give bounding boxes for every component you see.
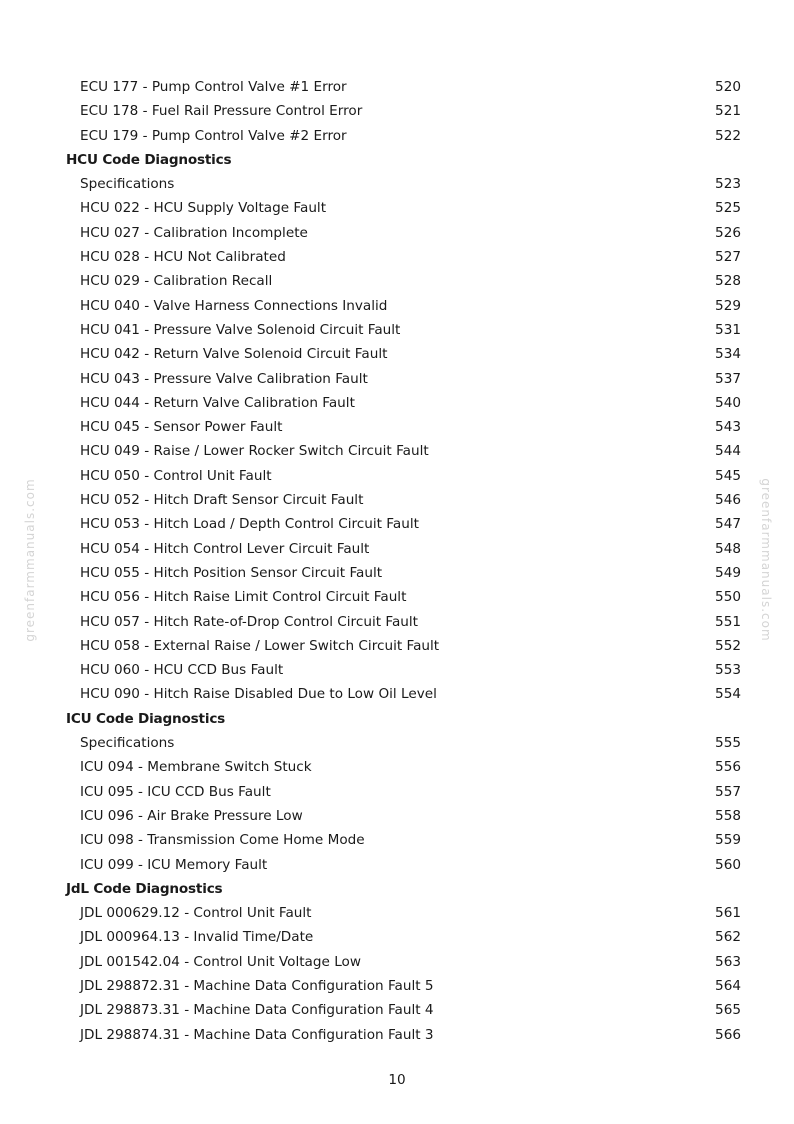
entry-page-number: 556: [715, 759, 741, 776]
toc-entry[interactable]: [0, 950, 794, 974]
entry-page-number: 558: [715, 807, 741, 824]
entry-title: HCU 049 - Raise / Lower Rocker Switch Circuit Fault: [80, 443, 429, 460]
toc-entry[interactable]: [0, 415, 794, 439]
entry-title: Specifications: [80, 735, 175, 752]
entry-page-number: 520: [715, 79, 741, 95]
toc-entry[interactable]: [0, 439, 794, 463]
toc-entry[interactable]: [0, 75, 794, 99]
toc-entry[interactable]: [0, 318, 794, 342]
toc-entry[interactable]: [0, 537, 794, 561]
toc-entry[interactable]: [0, 658, 794, 682]
toc-entry[interactable]: [0, 488, 794, 512]
toc-entry[interactable]: [0, 512, 794, 536]
entry-page-number: 548: [715, 540, 741, 557]
entry-title: HCU 056 - Hitch Raise Limit Control Circuit Fault: [80, 589, 407, 606]
entry-page-number: 565: [715, 1002, 741, 1019]
page-number: 10: [388, 1072, 406, 1088]
entry-title: JDL 298874.31 - Machine Data Configuration Fault 3: [80, 1026, 434, 1043]
entry-page-number: 559: [715, 832, 741, 849]
toc-entry[interactable]: [0, 901, 794, 925]
entry-page-number: 552: [715, 637, 741, 654]
entry-page-number: 521: [715, 103, 741, 120]
entry-page-number: 566: [715, 1026, 741, 1043]
entry-title: HCU 040 - Valve Harness Connections Invalid: [80, 297, 388, 314]
toc-entry[interactable]: [0, 1023, 794, 1047]
entry-page-number: 523: [715, 176, 741, 193]
toc-entry[interactable]: [0, 610, 794, 634]
toc-entry[interactable]: [0, 99, 794, 123]
entry-page-number: 543: [715, 419, 741, 436]
toc-entry[interactable]: [0, 561, 794, 585]
section-title: HCU Code Diagnostics: [66, 151, 232, 168]
entry-title: ECU 178 - Fuel Rail Pressure Control Error: [80, 103, 363, 120]
toc-section-heading: [0, 148, 794, 172]
toc-entry[interactable]: [0, 974, 794, 998]
toc-entry[interactable]: [0, 804, 794, 828]
entry-title: HCU 053 - Hitch Load / Depth Control Circuit Fault: [80, 516, 419, 533]
entry-title: HCU 028 - HCU Not Calibrated: [80, 249, 286, 266]
toc-entry[interactable]: [0, 196, 794, 220]
entry-page-number: 561: [715, 905, 741, 922]
toc-entry[interactable]: [0, 245, 794, 269]
entry-page-number: 534: [715, 346, 741, 363]
table-of-contents: [0, 75, 794, 1047]
watermark-left: greenfarmmanuals.com: [23, 478, 37, 642]
entry-title: ICU 096 - Air Brake Pressure Low: [80, 807, 303, 824]
toc-entry[interactable]: [0, 294, 794, 318]
toc-entry[interactable]: [0, 221, 794, 245]
toc-entry[interactable]: [0, 124, 794, 148]
entry-page-number: 540: [715, 394, 741, 411]
entry-title: JDL 298873.31 - Machine Data Configuration Fault 4: [80, 1002, 434, 1019]
entry-page-number: 551: [715, 613, 741, 630]
toc-entry[interactable]: [0, 853, 794, 877]
entry-page-number: 531: [715, 321, 741, 338]
entry-title: HCU 042 - Return Valve Solenoid Circuit Fault: [80, 346, 388, 363]
entry-page-number: 546: [715, 492, 741, 509]
entry-title: HCU 043 - Pressure Valve Calibration Fault: [80, 370, 368, 387]
toc-entry[interactable]: [0, 391, 794, 415]
entry-title: HCU 052 - Hitch Draft Sensor Circuit Fault: [80, 492, 364, 509]
toc-section-heading: [0, 877, 794, 901]
toc-entry[interactable]: [0, 367, 794, 391]
entry-title: HCU 058 - External Raise / Lower Switch Circuit Fault: [80, 637, 440, 654]
entry-page-number: 560: [715, 856, 741, 873]
entry-page-number: 553: [715, 662, 741, 679]
toc-section-heading: [0, 707, 794, 731]
entry-page-number: 525: [715, 200, 741, 217]
toc-entry[interactable]: [0, 998, 794, 1022]
entry-page-number: 550: [715, 589, 741, 606]
toc-entry[interactable]: [0, 731, 794, 755]
toc-entry[interactable]: [0, 682, 794, 706]
entry-page-number: 547: [715, 516, 741, 533]
entry-title: ECU 179 - Pump Control Valve #2 Error: [80, 127, 347, 144]
entry-title: JDL 001542.04 - Control Unit Voltage Low: [80, 953, 361, 970]
entry-page-number: 563: [715, 953, 741, 970]
entry-title: HCU 041 - Pressure Valve Solenoid Circuit Fault: [80, 321, 401, 338]
entry-title: HCU 057 - Hitch Rate-of-Drop Control Circuit Fault: [80, 613, 418, 630]
entry-title: ECU 177 - Pump Control Valve #1 Error: [80, 79, 347, 95]
entry-title: JDL 000964.13 - Invalid Time/Date: [80, 929, 314, 946]
entry-title: HCU 029 - Calibration Recall: [80, 273, 273, 290]
toc-entry[interactable]: [0, 269, 794, 293]
entry-title: JDL 298872.31 - Machine Data Configuration Fault 5: [80, 977, 434, 994]
entry-title: HCU 045 - Sensor Power Fault: [80, 419, 283, 436]
entry-page-number: 545: [715, 467, 741, 484]
entry-title: HCU 060 - HCU CCD Bus Fault: [80, 662, 284, 679]
toc-entry[interactable]: [0, 342, 794, 366]
watermark-right: greenfarmmanuals.com: [759, 478, 773, 642]
toc-entry[interactable]: [0, 755, 794, 779]
entry-title: HCU 055 - Hitch Position Sensor Circuit Fault: [80, 564, 383, 581]
entry-title: HCU 044 - Return Valve Calibration Fault: [80, 394, 355, 411]
toc-entry[interactable]: [0, 172, 794, 196]
entry-title: ICU 099 - ICU Memory Fault: [80, 856, 268, 873]
entry-title: ICU 094 - Membrane Switch Stuck: [80, 759, 312, 776]
entry-title: HCU 022 - HCU Supply Voltage Fault: [80, 200, 327, 217]
entry-page-number: 549: [715, 564, 741, 581]
entry-title: ICU 098 - Transmission Come Home Mode: [80, 832, 365, 849]
entry-page-number: 528: [715, 273, 741, 290]
entry-page-number: 564: [715, 977, 741, 994]
entry-title: ICU 095 - ICU CCD Bus Fault: [80, 783, 271, 800]
toc-entry[interactable]: [0, 828, 794, 852]
entry-page-number: 522: [715, 127, 741, 144]
entry-title: HCU 050 - Control Unit Fault: [80, 467, 272, 484]
entry-page-number: 554: [715, 686, 741, 703]
toc-entry[interactable]: [0, 585, 794, 609]
entry-title: JDL 000629.12 - Control Unit Fault: [80, 905, 312, 922]
entry-page-number: 529: [715, 297, 741, 314]
section-title: JdL Code Diagnostics: [66, 880, 223, 897]
toc-entry[interactable]: [0, 464, 794, 488]
section-title: ICU Code Diagnostics: [66, 710, 226, 727]
toc-entry[interactable]: [0, 925, 794, 949]
toc-entry[interactable]: [0, 634, 794, 658]
entry-title: HCU 090 - Hitch Raise Disabled Due to Low Oil Level: [80, 686, 437, 703]
entry-title: HCU 054 - Hitch Control Lever Circuit Fault: [80, 540, 370, 557]
entry-page-number: 527: [715, 249, 741, 266]
entry-page-number: 557: [715, 783, 741, 800]
entry-page-number: 537: [715, 370, 741, 387]
entry-page-number: 555: [715, 735, 741, 752]
entry-page-number: 562: [715, 929, 741, 946]
entry-title: HCU 027 - Calibration Incomplete: [80, 224, 308, 241]
entry-page-number: 544: [715, 443, 741, 460]
toc-entry[interactable]: [0, 780, 794, 804]
entry-page-number: 526: [715, 224, 741, 241]
entry-title: Specifications: [80, 176, 175, 193]
